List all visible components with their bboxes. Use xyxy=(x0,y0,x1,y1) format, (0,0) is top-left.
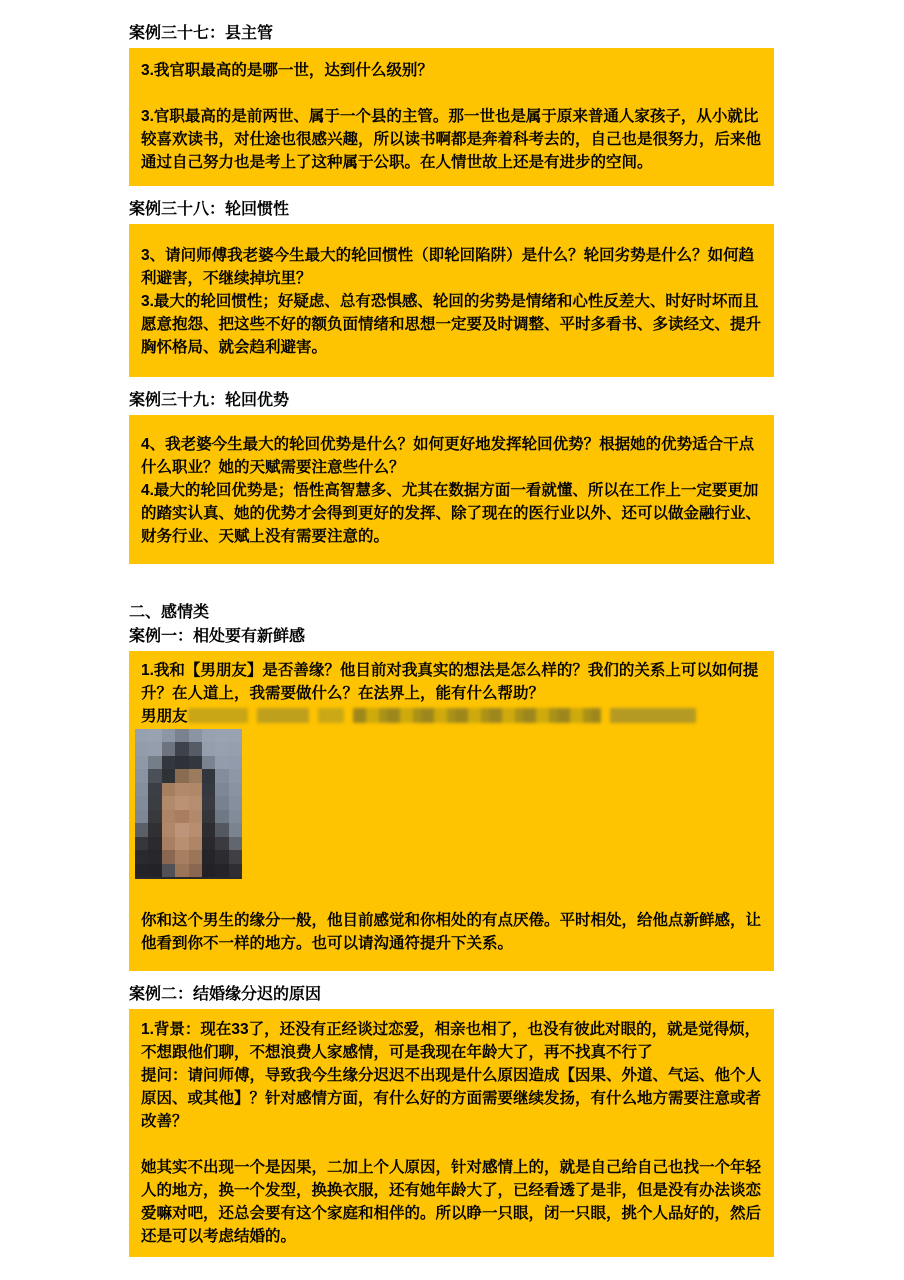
case-39-answer: 4.最大的轮回优势是；悟性高智慧多、尤其在数据方面一看就懂、所以在工作上一定要更加的踏实认真、她的优势才会得到更好的发挥、除了现在的医行业以外、还可以做金融行业、财务行业、天赋上没有需要注意的。 xyxy=(141,482,762,545)
case-38-answer: 3.最大的轮回惯性；好疑虑、总有恐惧感、轮回的劣势是情绪和心性反差大、时好时坏而且愿意抱怨、把这些不好的额负面情绪和思想一定要及时调整、平时多看书、多读经文、提升胸怀格局、就会趋利避害。 xyxy=(141,293,762,356)
case-37-heading: 案例三十七：县主管 xyxy=(129,25,274,42)
section-emotion-case-2 xyxy=(129,983,774,1257)
case-39-heading: 案例三十九：轮回优势 xyxy=(129,392,290,409)
redaction-block xyxy=(318,708,344,723)
emotion-case-2-question: 提问：请问师傅，导致我今生缘分迟迟不出现是什么原因造成【因果、外道、气运、他个人原因、或其他】？针对感情方面，有什么好的方面需要继续发扬，有什么地方需要注意或者改善？ xyxy=(141,1067,762,1130)
emotion-case-2-answer: 她其实不出现一个是因果，二加上个人原因，针对感情上的，就是自己给自己也找一个年轻人的地方，换一个发型，换换衣服，还有她年龄大了，已经看透了是非，但是没有办法谈恋爱嘛对吧，还总会要有这个家庭和相伴的。所以睁一只眼，闭一只眼，挑个人品好的，然后还是可以考虑结婚的。 xyxy=(141,1159,762,1245)
case-39-question: 4、我老婆今生最大的轮回优势是什么？如何更好地发挥轮回优势？根据她的优势适合干点什么职业？她的天赋需要注意些什么？ xyxy=(141,436,755,476)
group-heading-emotion: 二、感情类 xyxy=(129,604,210,621)
boyfriend-photo xyxy=(135,729,242,879)
boyfriend-redacted-line xyxy=(141,705,762,728)
case-38-question: 3、请问师傅我老婆今生最大的轮回惯性（即轮回陷阱）是什么？轮回劣势是什么？如何趋利避害，不继续掉坑里？ xyxy=(141,247,755,287)
redaction-block xyxy=(610,708,696,723)
emotion-case-1-highlight-block xyxy=(129,651,774,971)
emotion-case-1-answer: 你和这个男生的缘分一般，他目前感觉和你相处的有点厌倦。平时相处，给他点新鲜感，让他看到你不一样的地方。也可以请沟通符提升下关系。 xyxy=(141,912,762,952)
redaction-block xyxy=(188,708,248,723)
emotion-case-2-highlight-block xyxy=(129,1009,774,1257)
spacer xyxy=(141,1133,762,1156)
section-emotion-case-1 xyxy=(129,601,774,971)
emotion-case-1-heading: 案例一：相处要有新鲜感 xyxy=(129,628,306,645)
emotion-case-1-question: 1.我和【男朋友】是否善缘？他目前对我真实的想法是怎么样的？我们的关系上可以如何提升？在人道上，我需要做什么？在法界上，能有什么帮助？ xyxy=(141,662,759,702)
case-39-highlight-block xyxy=(129,415,774,564)
case-37-highlight-block xyxy=(129,48,774,186)
case-37-answer: 3.官职最高的是前两世、属于一个县的主管。那一世也是属于原来普通人家孩子，从小就比较喜欢读书，对仕途也很感兴趣，所以读书啊都是奔着科考去的，自己也是很努力，后来他通过自己努力也是考上了这种属于公职。在人情世故上还是有进步的空间。 xyxy=(141,108,762,171)
section-case-37 xyxy=(129,22,774,186)
boyfriend-label: 男朋友 xyxy=(141,708,188,725)
section-case-38 xyxy=(129,198,774,377)
redaction-block xyxy=(353,708,601,723)
case-38-highlight-block xyxy=(129,224,774,377)
section-case-39 xyxy=(129,389,774,564)
redaction-block xyxy=(257,708,309,723)
emotion-case-2-background: 1.背景：现在33了，还没有正经谈过恋爱，相亲也相了，也没有彼此对眼的，就是觉得烦，不想跟他们聊，不想浪费人家感情，可是我现在年龄大了，再不找真不行了 xyxy=(141,1021,761,1061)
emotion-case-2-heading: 案例二：结婚缘分迟的原因 xyxy=(129,986,322,1003)
case-37-question: 3.我官职最高的是哪一世，达到什么级别？ xyxy=(141,62,433,79)
spacer xyxy=(141,82,762,105)
case-38-heading: 案例三十八：轮回惯性 xyxy=(129,201,290,218)
document-page xyxy=(129,0,774,1257)
